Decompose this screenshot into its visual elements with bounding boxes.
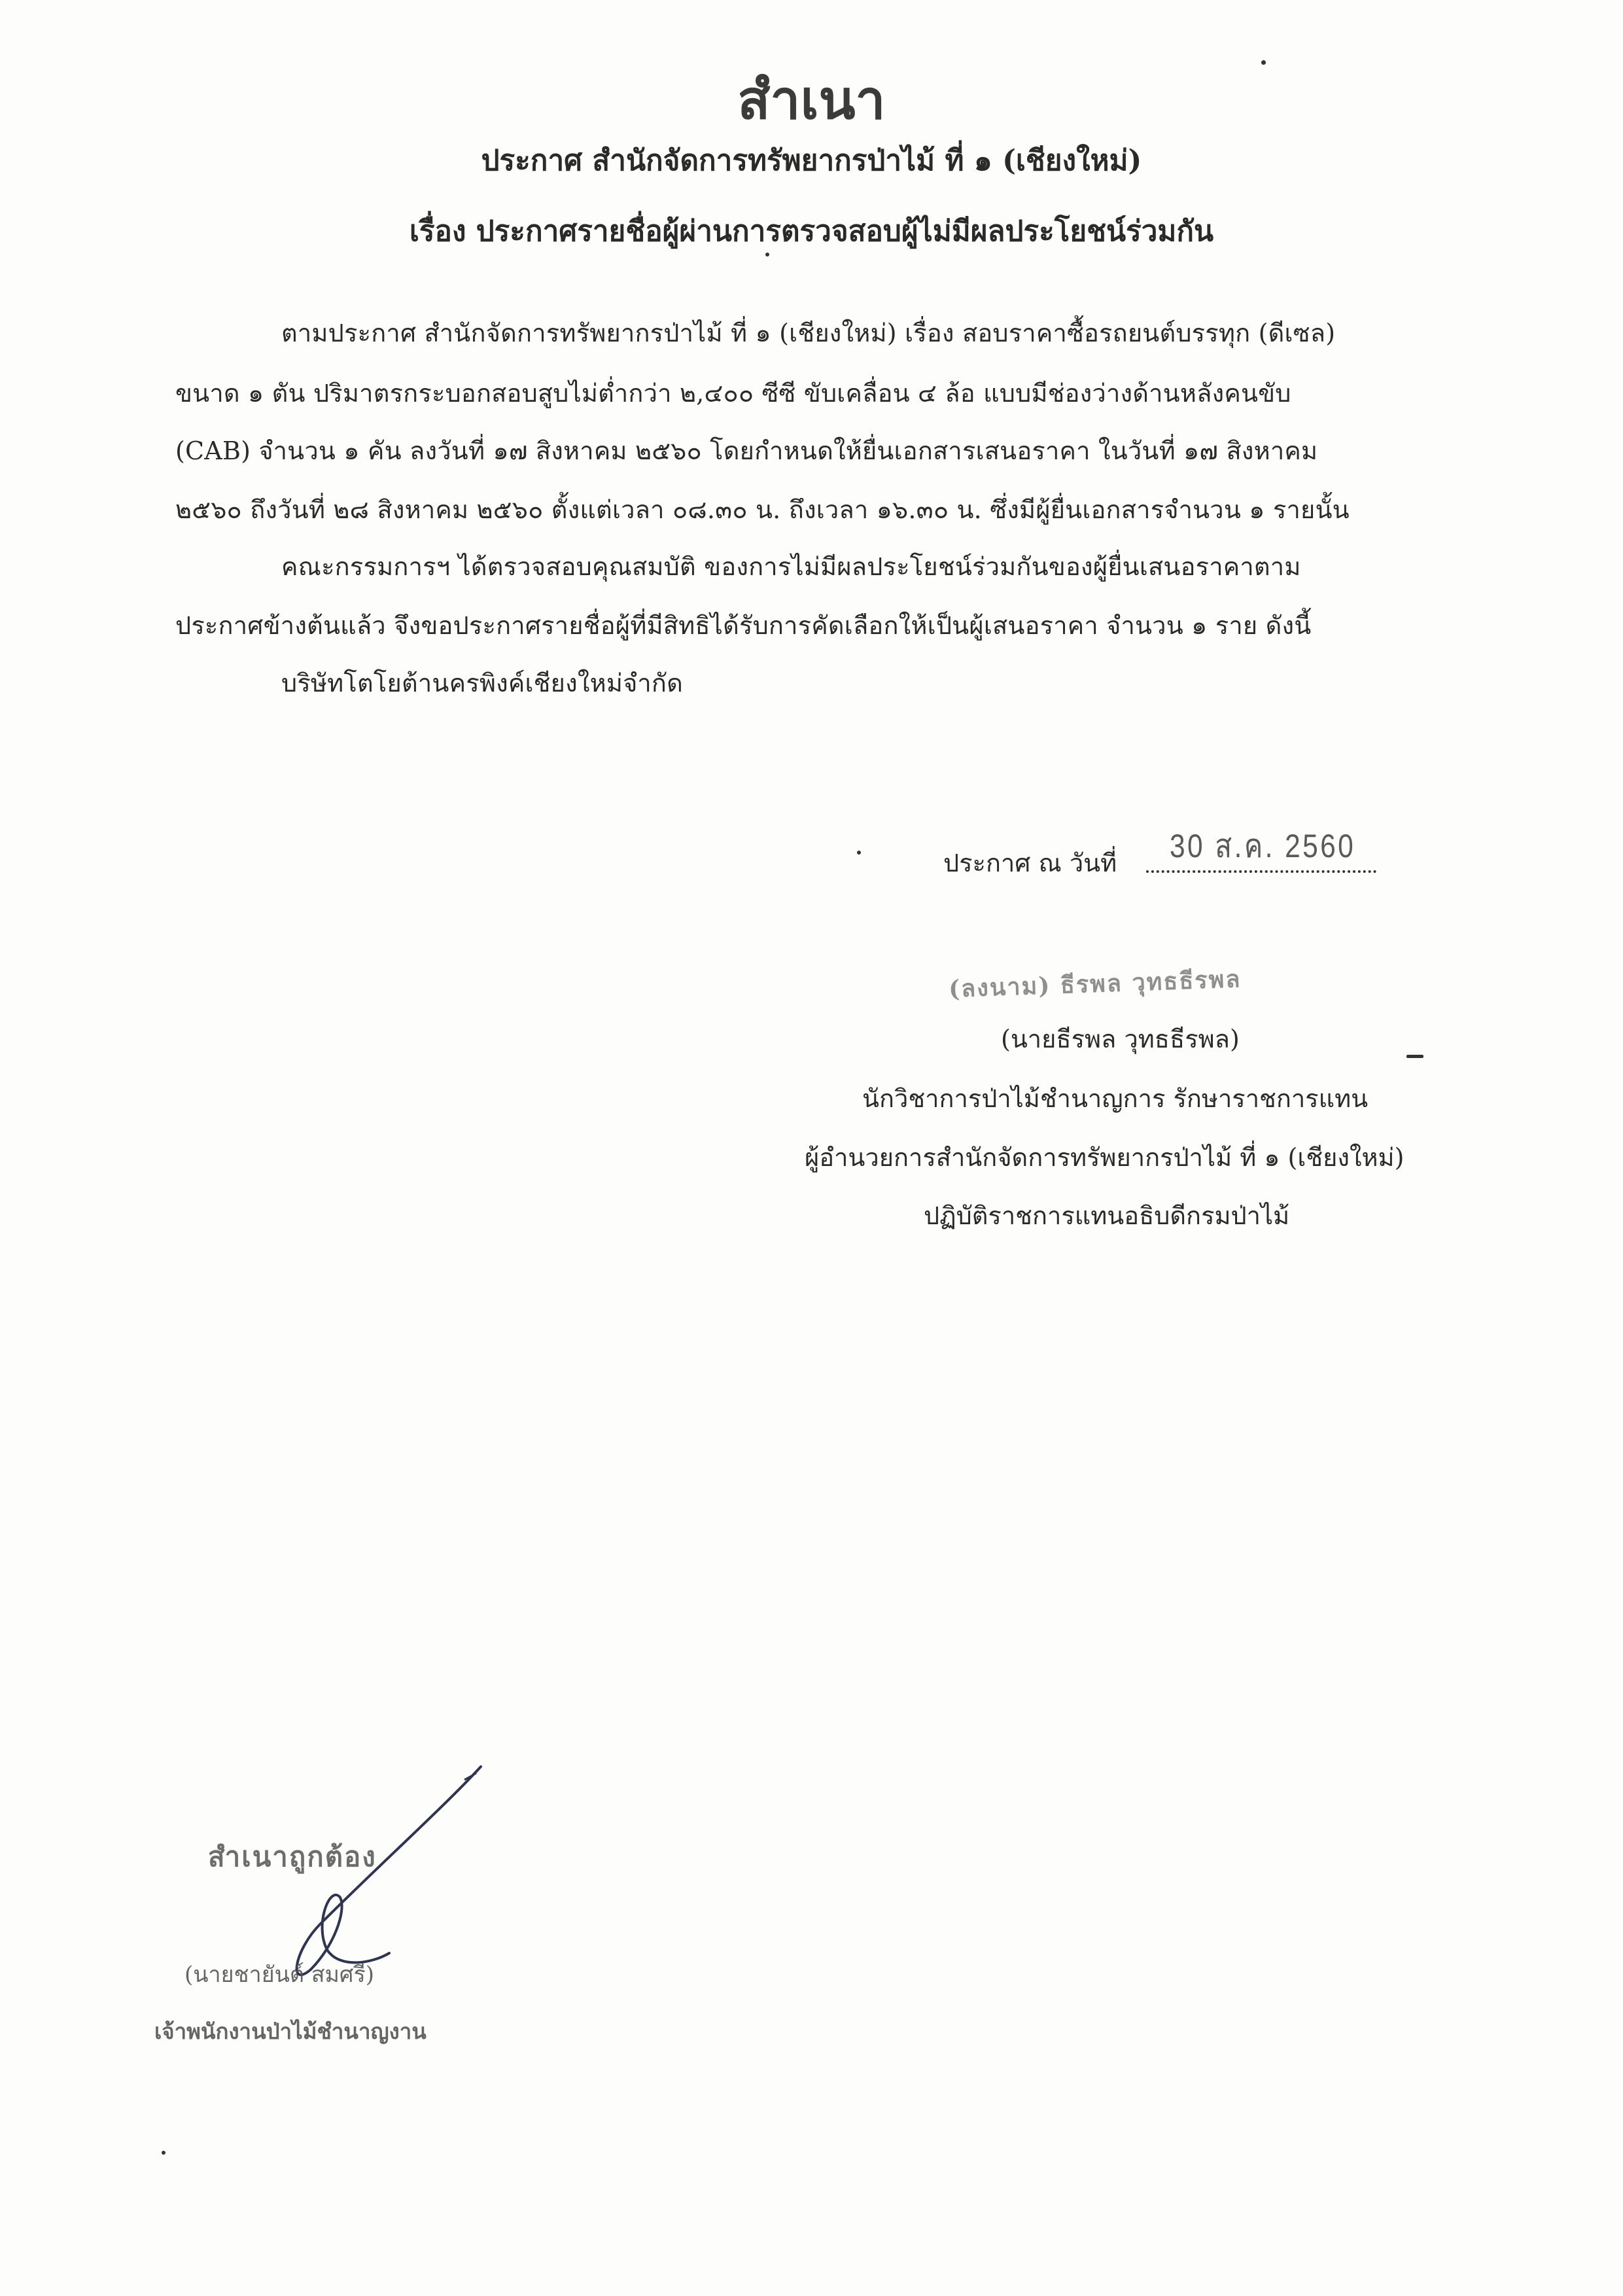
body-paragraph1-line2: ขนาด ๑ ตัน ปริมาตรกระบอกสอบสูบไม่ต่ำกว่า ๒,๔๐๐ ซีซี ขับเคลื่อน ๔ ล้อ แบบมีช่องว่างด้านหลังคนขับ <box>175 379 1291 408</box>
body-paragraph2-line1: คณะกรรมการฯ ได้ตรวจสอบคุณสมบัติ ของการไม่มีผลประโยชน์ร่วมกันของผู้ยื่นเสนอราคาตาม <box>281 552 1301 581</box>
signatory-position-line3: ปฏิบัติราชการแทนอธิบดีกรมป่าไม้ <box>924 1201 1290 1230</box>
signatory-name: (นายธีรพล วุทธธีรพล) <box>1001 1025 1240 1053</box>
scan-speck <box>857 851 861 855</box>
body-paragraph1-line3: (CAB) จำนวน ๑ คัน ลงวันที่ ๑๗ สิงหาคม ๒๕๖๐ โดยกำหนดให้ยื่นเอกสารเสนอราคา ในวันที่ ๑๗ สิงหาคม <box>175 436 1318 465</box>
announcement-date-label: ประกาศ ณ วันที่ <box>943 849 1117 877</box>
announcement-subject: เรื่อง ประกาศรายชื่อผู้ผ่านการตรวจสอบผู้ไม่มีผลประโยชน์ร่วมกัน <box>409 215 1214 248</box>
selected-company: บริษัทโตโยต้านครพิงค์เชียงใหม่จำกัด <box>281 669 683 698</box>
scan-speck <box>1406 1055 1423 1058</box>
scan-speck <box>162 2151 166 2155</box>
announcement-title: ประกาศ สำนักจัดการทรัพยากรป่าไม้ ที่ ๑ (เชียงใหม่) <box>481 144 1142 177</box>
copy-stamp: สำเนา <box>737 69 886 132</box>
certifier-name: (นายชายันต์ สมศรี) <box>184 1962 375 1988</box>
body-paragraph1-line4: ๒๕๖๐ ถึงวันที่ ๒๘ สิงหาคม ๒๕๖๐ ตั้งแต่เวลา ๐๘.๓๐ น. ถึงเวลา ๑๖.๓๐ น. ซึ่งมีผู้ยื่นเอกสารจำนวน ๑ รายนั้น <box>175 495 1350 524</box>
certifier-position: เจ้าพนักงานป่าไม้ชำนาญงาน <box>154 2019 427 2044</box>
scan-speck <box>1261 60 1266 65</box>
signatory-position-line1: นักวิชาการป่าไม้ชำนาญการ รักษาราชการแทน <box>862 1084 1369 1113</box>
signatory-position-line2: ผู้อำนวยการสำนักจัดการทรัพยากรป่าไม้ ที่ ๑ (เชียงใหม่) <box>805 1143 1405 1172</box>
certified-copy-stamp: สำเนาถูกต้อง <box>208 1841 377 1873</box>
scan-speck <box>765 253 769 256</box>
signature-name-stamp: (ลงนาม) ธีรพล วุทธธีรพล <box>948 965 1242 1003</box>
body-paragraph2-line2: ประกาศข้างต้นแล้ว จึงขอประกาศรายชื่อผู้ที่มีสิทธิได้รับการคัดเลือกให้เป็นผู้เสนอราคา จำนวน ๑ ราย ดังนี้ <box>175 611 1312 640</box>
announcement-date-value: 30 ส.ค. 2560 <box>1170 828 1356 864</box>
body-paragraph1-line1: ตามประกาศ สำนักจัดการทรัพยากรป่าไม้ ที่ ๑ (เชียงใหม่) เรื่อง สอบราคาซื้อรถยนต์บรรทุก (ดีเซล) <box>281 319 1336 347</box>
